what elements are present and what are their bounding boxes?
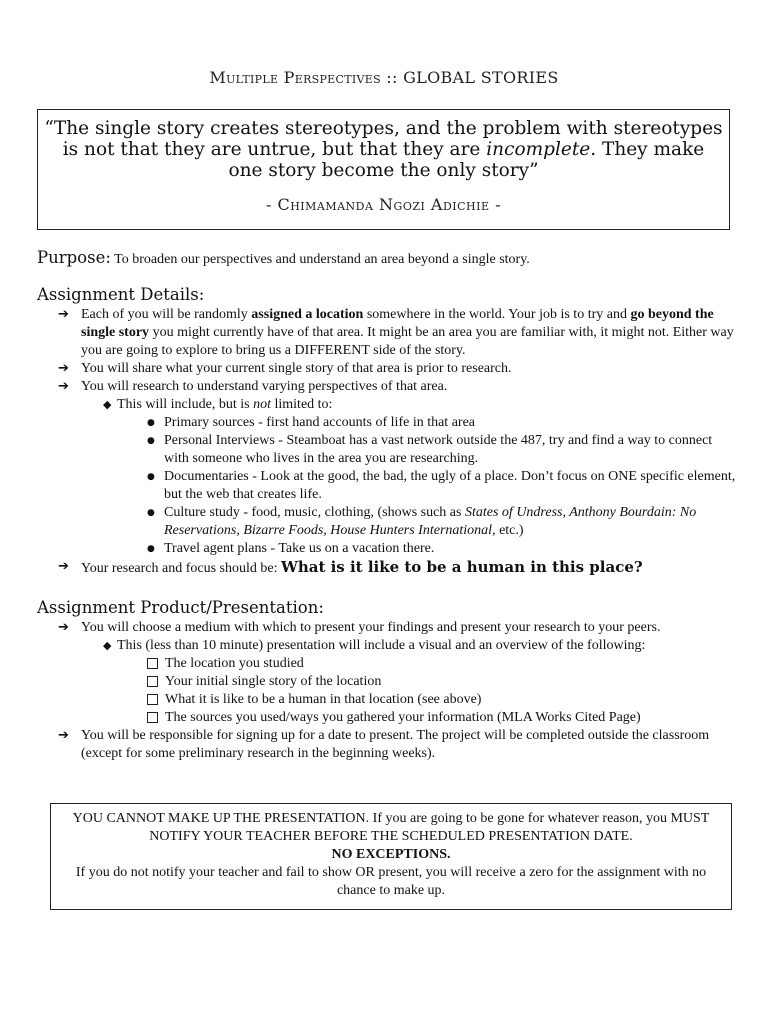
arrow-icon: ➔: [58, 361, 69, 376]
list-item: [37, 558, 737, 578]
sub-c: limited to:: [271, 397, 333, 412]
checkbox-icon: [147, 694, 158, 705]
bullet-interviews: Personal Interviews - Steamboat has a vast network outside the 487, try and find a way to connect with someone who lives in the area you are researching.: [164, 433, 713, 466]
list-item: [37, 619, 737, 727]
quote-box: [37, 109, 730, 230]
product-item1: You will choose a medium with which to present your findings and present your research to your peers.: [81, 620, 661, 635]
checklist-item: [117, 655, 737, 673]
notice-line2: NO EXCEPTIONS.: [331, 847, 451, 862]
bullet-icon: ●: [147, 436, 155, 446]
quote-emphasis: incomplete: [486, 139, 591, 160]
quote-part1: “The single story creates stereotypes, and the problem with stereotypes is not that they are untrue, but that they are: [44, 118, 723, 160]
diamond-icon: ◆: [103, 398, 112, 411]
sub-a: This will include, but is: [117, 397, 254, 412]
detail1-d: go beyond the single story: [81, 307, 714, 340]
product-item2: You will be responsible for signing up for a date to present. The project will be completed outside the classroom (except for some preliminary research in the beginning weeks).: [81, 728, 710, 761]
product-sub: This (less than 10 minute) presentation will include a visual and an overview of the following:: [117, 638, 646, 653]
notice-box: [50, 803, 732, 910]
list-item: [81, 396, 737, 414]
checkbox-icon: [147, 676, 158, 687]
product-list: [37, 619, 737, 763]
detail1-c: somewhere in the world. Your job is to try and: [363, 307, 631, 322]
bullet-icon: ●: [147, 544, 155, 554]
details-list: [37, 306, 737, 578]
culture-c: , etc.): [492, 523, 524, 538]
focus-a: Your research and focus should be:: [81, 561, 281, 576]
list-item: [37, 378, 737, 558]
details-heading: Assignment Details:: [37, 285, 205, 304]
bullet-travel: Travel agent plans - Take us on a vacation there.: [164, 541, 435, 556]
arrow-icon: ➔: [58, 379, 69, 394]
purpose-text: To broaden our perspectives and understand an area beyond a single story.: [110, 252, 530, 267]
checklist-item: [117, 691, 737, 709]
culture-a: Culture study - food, music, clothing, (shows such as: [164, 505, 465, 520]
diamond-icon: ◆: [103, 639, 112, 652]
list-item: [117, 414, 737, 432]
checklist-item: [117, 673, 737, 691]
check-human: What it is like to be a human in that location (see above): [165, 692, 482, 707]
bullet-icon: ●: [147, 418, 155, 428]
detail1-b: assigned a location: [251, 307, 364, 322]
list-item: [117, 504, 737, 540]
bullet-icon: ●: [147, 472, 155, 482]
arrow-icon: ➔: [58, 728, 69, 743]
list-item: [81, 637, 737, 655]
list-item: [117, 540, 737, 558]
bullet-documentaries: Documentaries - Look at the good, the bad, the ugly of a place. Don’t focus on ONE specific element, but the web that creates life.: [164, 469, 736, 502]
purpose-line: [37, 248, 530, 268]
purpose-label: Purpose:: [37, 248, 111, 267]
detail1-e: you might currently have of that area. It might be an area you are familiar with, it might not. Either way you are going to explore to bring us a DIFFERENT side of the story.: [81, 325, 734, 358]
detail1-a: Each of you will be randomly: [81, 307, 252, 322]
list-item: [37, 360, 737, 378]
list-item: [37, 727, 737, 763]
quote-part2: . They make one story become the only story”: [228, 139, 705, 181]
product-heading: Assignment Product/Presentation:: [37, 598, 324, 617]
list-item: [117, 468, 737, 504]
notice-line3: If you do not notify your teacher and fail to show OR present, you will receive a zero for the assignment with no chance to make up.: [75, 865, 707, 898]
focus-question: What is it like to be a human in this place?: [280, 558, 643, 576]
check-initial-story: Your initial single story of the location: [165, 674, 382, 689]
bullet-primary: Primary sources - first hand accounts of life in that area: [164, 415, 476, 430]
arrow-icon: ➔: [58, 620, 69, 635]
sub-b: not: [253, 397, 271, 412]
arrow-icon: ➔: [58, 307, 69, 322]
detail3: You will research to understand varying perspectives of that area.: [81, 379, 448, 394]
detail2: You will share what your current single story of that area is prior to research.: [81, 361, 512, 376]
quote-author: - Chimamanda Ngozi Adichie -: [265, 195, 502, 214]
page-title: [0, 68, 768, 87]
checkbox-icon: [147, 658, 158, 669]
checklist-item: [117, 709, 737, 727]
bullet-icon: ●: [147, 508, 155, 518]
check-location: The location you studied: [165, 656, 304, 671]
title-text: Multiple Perspectives :: GLOBAL STORIES: [209, 68, 559, 87]
notice-line1: YOU CANNOT MAKE UP THE PRESENTATION. If you are going to be gone for whatever reason, you MUST NOTIFY YOUR TEACHER BEFORE THE SCHEDULED PRESENTATION DATE.: [72, 811, 710, 844]
culture-b: States of Undress, Anthony Bourdain: No Reservations, Bizarre Foods, House Hunters International: [164, 505, 697, 538]
list-item: [37, 306, 737, 360]
check-sources: The sources you used/ways you gathered your information (MLA Works Cited Page): [165, 710, 641, 725]
quote-text: [44, 118, 723, 181]
checkbox-icon: [147, 712, 158, 723]
arrow-icon: ➔: [58, 559, 69, 574]
list-item: [117, 432, 737, 468]
